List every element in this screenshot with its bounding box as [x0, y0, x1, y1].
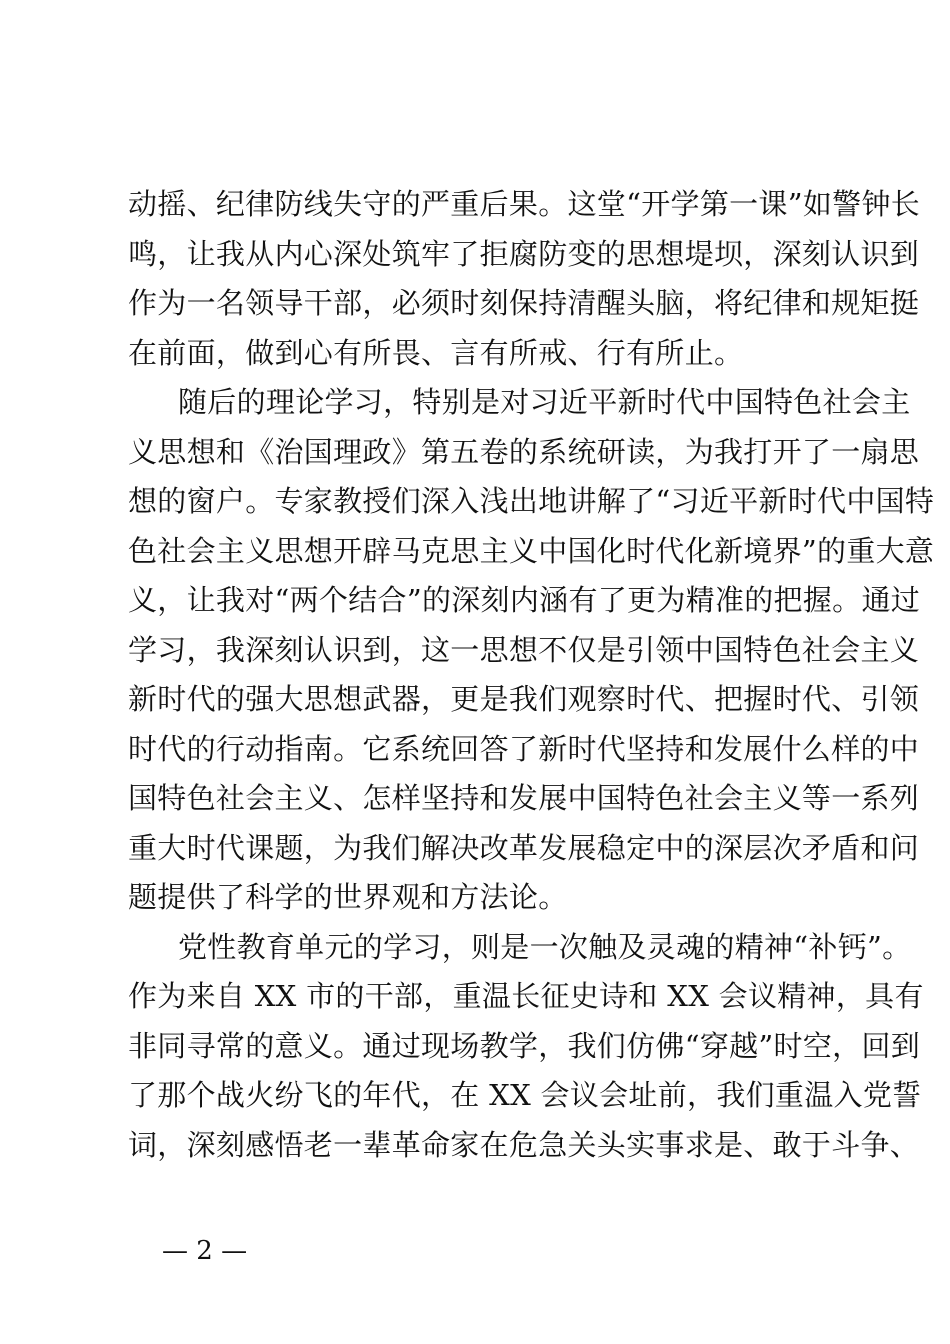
text-line: 题提供了科学的世界观和方法论。 — [128, 880, 568, 914]
text-line: 重大时代课题，为我们解决改革发展稳定中的深层次矛盾和问 — [128, 830, 920, 865]
text-line: 义思想和《治国理政》第五卷的系统研读，为我打开了一扇思 — [128, 434, 920, 469]
text-line: 了那个战火纷飞的年代，在 XX 会议会址前，我们重温入党誓 — [128, 1078, 922, 1112]
text-line: 非同寻常的意义。通过现场教学，我们仿佛“穿越”时空，回到 — [128, 1028, 921, 1063]
body-text — [128, 180, 935, 1170]
text-line: 时代的行动指南。它系统回答了新时代坚持和发展什么样的中 — [128, 731, 920, 766]
paragraph-start-line: 党性教育单元的学习，则是一次触及灵魂的精神“补钙”。 — [178, 929, 912, 964]
text-line: 动摇、纪律防线失守的严重后果。这堂“开学第一课”如警钟长 — [128, 187, 921, 221]
page-number: — 2 — — [162, 1236, 248, 1266]
text-line: 新时代的强大思想武器，更是我们观察时代、把握时代、引领 — [128, 682, 920, 716]
text-line: 鸣，让我从内心深处筑牢了拒腐防变的思想堤坝，深刻认识到 — [128, 236, 920, 271]
text-line: 义，让我对“两个结合”的深刻内涵有了更为精准的把握。通过 — [128, 583, 921, 617]
text-line: 在前面，做到心有所畏、言有所戒、行有所止。 — [128, 335, 744, 370]
text-line: 词，深刻感悟老一辈革命家在危急关头实事求是、敢于斗争、 — [128, 1127, 920, 1162]
text-line: 色社会主义思想开辟马克思主义中国化时代化新境界”的重大意 — [128, 533, 935, 568]
text-line: 想的窗户。专家教授们深入浅出地讲解了“习近平新时代中国特 — [128, 484, 935, 518]
text-line: 作为来自 XX 市的干部，重温长征史诗和 XX 会议精神，具有 — [128, 979, 924, 1013]
text-line: 学习，我深刻认识到，这一思想不仅是引领中国特色社会主义 — [128, 632, 920, 667]
text-line: 作为一名领导干部，必须时刻保持清醒头脑，将纪律和规矩挺 — [128, 286, 920, 320]
text-line: 国特色社会主义、怎样坚持和发展中国特色社会主义等一系列 — [128, 781, 920, 815]
paragraph-start-line: 随后的理论学习，特别是对习近平新时代中国特色社会主 — [178, 385, 911, 419]
